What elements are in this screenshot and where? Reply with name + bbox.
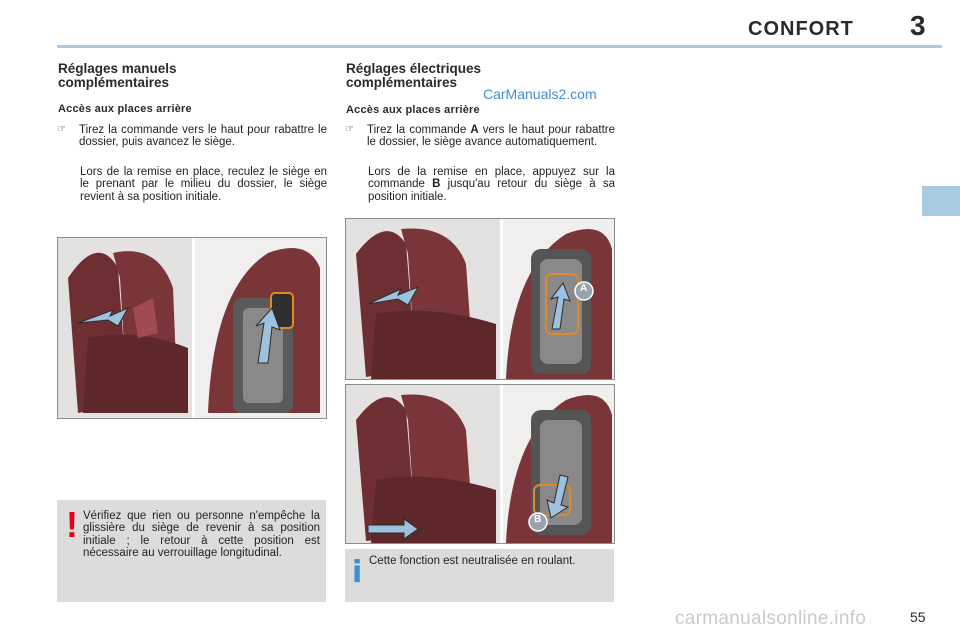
carmanuals-watermark: CarManuals2.com xyxy=(483,86,597,102)
warning-exclamation-icon: ! xyxy=(66,504,78,545)
warning-note xyxy=(57,500,326,602)
electric-instruction-text: Tirez la commande A vers le haut pour rabattre le dossier, le siège avance automatiquement. xyxy=(367,124,615,149)
chapter-number: 3 xyxy=(910,10,926,41)
pointing-hand-icon: ☞ xyxy=(57,124,66,135)
manual-seat-illustration xyxy=(57,237,327,419)
section-title: CONFORT xyxy=(748,18,854,40)
info-note xyxy=(345,549,614,602)
chapter-tab-marker xyxy=(922,186,960,216)
manual-return-paragraph: Lors de la remise en place, reculez le siège en le prenant par le milieu du dossier, le siège revient à sa position initiale. xyxy=(80,166,327,203)
manual-instruction-text: Tirez la commande vers le haut pour rabattre le dossier, puis avancez le siège. xyxy=(79,124,327,149)
header-rule xyxy=(57,45,942,48)
electric-instruction-bullet xyxy=(345,124,615,149)
rear-access-subheading-electric: Accès aux places arrière xyxy=(346,104,480,116)
page-number: 55 xyxy=(910,609,926,625)
electric-seat-control-a-illustration xyxy=(345,218,615,380)
warning-text: Vérifiez que rien ou personne n'empêche la glissière du siège de revenir à sa position initiale ; le retour à cette position est nécessaire au verrouillage longitudinal. xyxy=(83,510,320,560)
electric-seat-control-b-illustration xyxy=(345,384,615,544)
electric-return-paragraph: Lors de la remise en place, appuyez sur la commande B jusqu'au retour du siège à sa position initiale. xyxy=(368,166,615,203)
manual-adjustment-heading: Réglages manuels complémentaires xyxy=(58,61,177,90)
carmanualsonline-watermark: carmanualsonline.info xyxy=(675,608,867,629)
manual-instruction-bullet xyxy=(57,124,327,149)
control-b-label: B xyxy=(432,178,441,191)
info-icon: i xyxy=(352,555,363,590)
rear-access-subheading: Accès aux places arrière xyxy=(58,103,192,115)
control-a-label: A xyxy=(470,124,479,136)
pointing-hand-icon: ☞ xyxy=(345,124,354,135)
control-b-marker: B xyxy=(534,514,542,525)
info-text: Cette fonction est neutralisée en roulant. xyxy=(369,555,576,567)
electric-adjustment-heading: Réglages électriques complémentaires xyxy=(346,61,482,90)
control-a-marker: A xyxy=(580,283,588,294)
